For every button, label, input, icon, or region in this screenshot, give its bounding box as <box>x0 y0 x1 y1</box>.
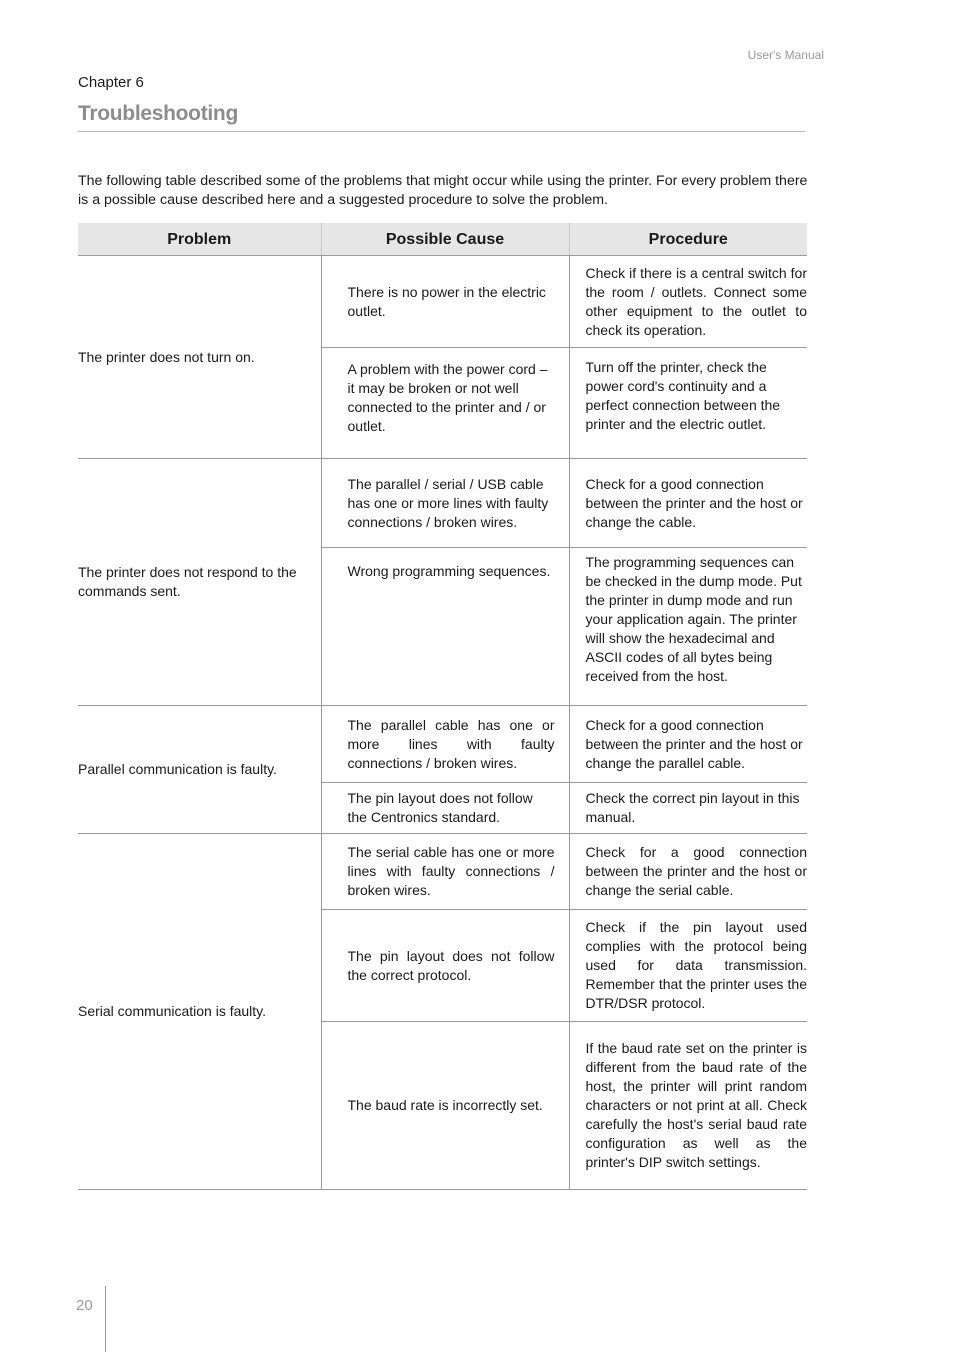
intro-paragraph: The following table described some of the problems that might occur while using the printer. For every problem there is a possible cause described here and a suggested procedure to solve the problem. <box>78 173 808 208</box>
problem-cell: The printer does not respond to the commands sent. <box>78 459 321 706</box>
running-header: User's Manual <box>747 48 824 62</box>
procedure-cell: Turn off the printer, check the power cord's continuity and a perfect connection between the printer and the electric outlet. <box>569 348 807 459</box>
header-problem: Problem <box>78 223 321 256</box>
cause-cell: The pin layout does not follow the Centronics standard. <box>321 783 569 834</box>
page-title: Troubleshooting <box>78 102 238 125</box>
header-possible-cause: Possible Cause <box>321 223 569 256</box>
footer-divider <box>105 1286 106 1352</box>
table-header-row <box>78 223 807 256</box>
cause-cell: The baud rate is incorrectly set. <box>321 1022 569 1190</box>
cause-cell: The serial cable has one or more lines with faulty connections / broken wires. <box>321 834 569 910</box>
troubleshooting-table <box>78 223 807 1190</box>
cause-cell: The parallel / serial / USB cable has one or more lines with faulty connections / broken wires. <box>321 459 569 548</box>
header-procedure: Procedure <box>569 223 807 256</box>
procedure-cell: Check if the pin layout used complies with the protocol being used for data transmission. Remember that the printer uses the DTR/DSR protocol. <box>569 910 807 1022</box>
cause-cell: The parallel cable has one or more lines with faulty connections / broken wires. <box>321 706 569 783</box>
procedure-cell: If the baud rate set on the printer is different from the baud rate of the host, the printer will print random characters or not print at all. Check carefully the host's serial baud rate configuration as well as the printer's DIP switch settings. <box>569 1022 807 1190</box>
cause-cell: Wrong programming sequences. <box>321 548 569 706</box>
table-row <box>78 706 807 783</box>
table-row <box>78 834 807 910</box>
table-row <box>78 256 807 348</box>
problem-cell: The printer does not turn on. <box>78 256 321 459</box>
procedure-cell: Check for a good connection between the printer and the host or change the parallel cable. <box>569 706 807 783</box>
cause-cell: There is no power in the electric outlet. <box>321 256 569 348</box>
procedure-cell: The programming sequences can be checked in the dump mode. Put the printer in dump mode and run your application again. The printer will show the hexadecimal and ASCII codes of all bytes being received from the host. <box>569 548 807 706</box>
chapter-label: Chapter 6 <box>78 74 144 91</box>
procedure-cell: Check if there is a central switch for the room / outlets. Connect some other equipment to the outlet to check its operation. <box>569 256 807 348</box>
procedure-cell: Check for a good connection between the printer and the host or change the cable. <box>569 459 807 548</box>
cause-cell: The pin layout does not follow the correct protocol. <box>321 910 569 1022</box>
procedure-cell: Check for a good connection between the printer and the host or change the serial cable. <box>569 834 807 910</box>
procedure-cell: Check the correct pin layout in this manual. <box>569 783 807 834</box>
problem-cell: Serial communication is faulty. <box>78 834 321 1190</box>
title-divider <box>78 131 805 132</box>
table-row <box>78 459 807 548</box>
page-number: 20 <box>76 1297 93 1314</box>
cause-cell: A problem with the power cord – it may be broken or not well connected to the printer and / or outlet. <box>321 348 569 459</box>
problem-cell: Parallel communication is faulty. <box>78 706 321 834</box>
